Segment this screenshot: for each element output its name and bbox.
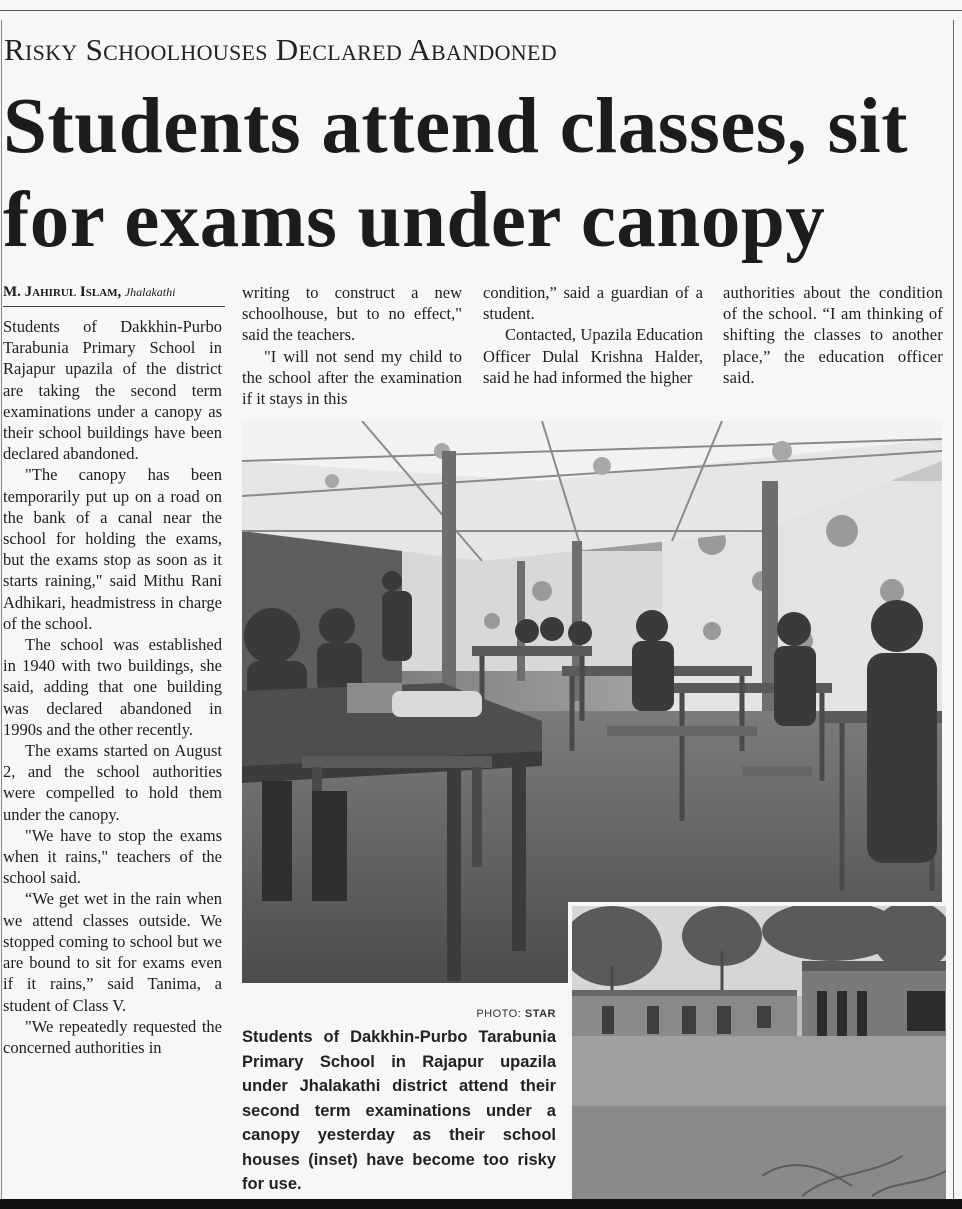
paragraph: "We have to stop the exams when it rains," teachers of the school said. <box>3 825 222 888</box>
photo-caption: Students of Dakkhin-Purbo Tarabunia Primary School in Rajapur upazila under Jhalakathi district attend their second term examinations under a canopy yesterday as their school houses (inset) have become too risky for use. <box>242 1028 556 1193</box>
article-column-4 <box>723 282 943 388</box>
byline-place: Jhalakathi <box>124 285 176 299</box>
right-rule <box>953 20 954 1200</box>
paragraph: authorities about the condition of the school. “I am thinking of shifting the classes to another place,” the education officer said. <box>723 283 943 387</box>
bottom-bar <box>0 1199 962 1209</box>
paragraph: Contacted, Upazila Education Officer Dulal Krishna Halder, said he had informed the higher <box>483 325 703 387</box>
paragraph: The exams started on August 2, and the school authorities were compelled to hold them under the canopy. <box>3 741 222 824</box>
paragraph: Students of Dakkhin-Purbo Tarabunia Primary School in Rajapur upazila of the district are taking the second term examinations under a canopy as their school buildings have been declared abandoned. <box>3 317 222 464</box>
main-photo <box>242 421 942 983</box>
photo-credit-source: STAR <box>524 1008 556 1020</box>
left-rule <box>1 20 2 1200</box>
inset-photo <box>568 902 946 1201</box>
paragraph: condition,” said a guardian of a student. <box>483 283 703 324</box>
paragraph: "We repeatedly requested the concerned authorities in <box>3 1016 222 1057</box>
headline: Students attend classes, sit for exams under canopy <box>3 83 909 264</box>
photo-credit-label: PHOTO: <box>476 1008 522 1020</box>
photo-credit <box>400 1008 556 1020</box>
paragraph: "The canopy has been temporarily put up on a road on the bank of a canal near the school for holding the exams, but the exams stop as soon as it starts raining," said Mithu Rani Adhikari, headmistress in charge of the school. <box>3 465 222 633</box>
top-rule <box>0 10 962 11</box>
paragraph: "I will not send my child to the school after the examination if it stays in this <box>242 346 462 409</box>
kicker: Risky Schoolhouses Declared Abandoned <box>4 32 557 67</box>
article-column-2 <box>242 282 462 409</box>
article-column-3 <box>483 282 703 388</box>
byline-name: M. Jahirul Islam, <box>3 284 122 300</box>
paragraph: The school was established in 1940 with two buildings, she said, adding that one building was declared abandoned in 1990s and the other recently. <box>3 635 222 739</box>
paragraph: “We get wet in the rain when we attend classes outside. We stopped coming to school but we are bound to sit for exams even if it rains,” said Tanima, a student of Class V. <box>3 889 222 1015</box>
paragraph: writing to construct a new schoolhouse, but to no effect," said the teachers. <box>242 283 462 345</box>
byline <box>3 283 225 307</box>
article-column-1 <box>3 316 222 1058</box>
